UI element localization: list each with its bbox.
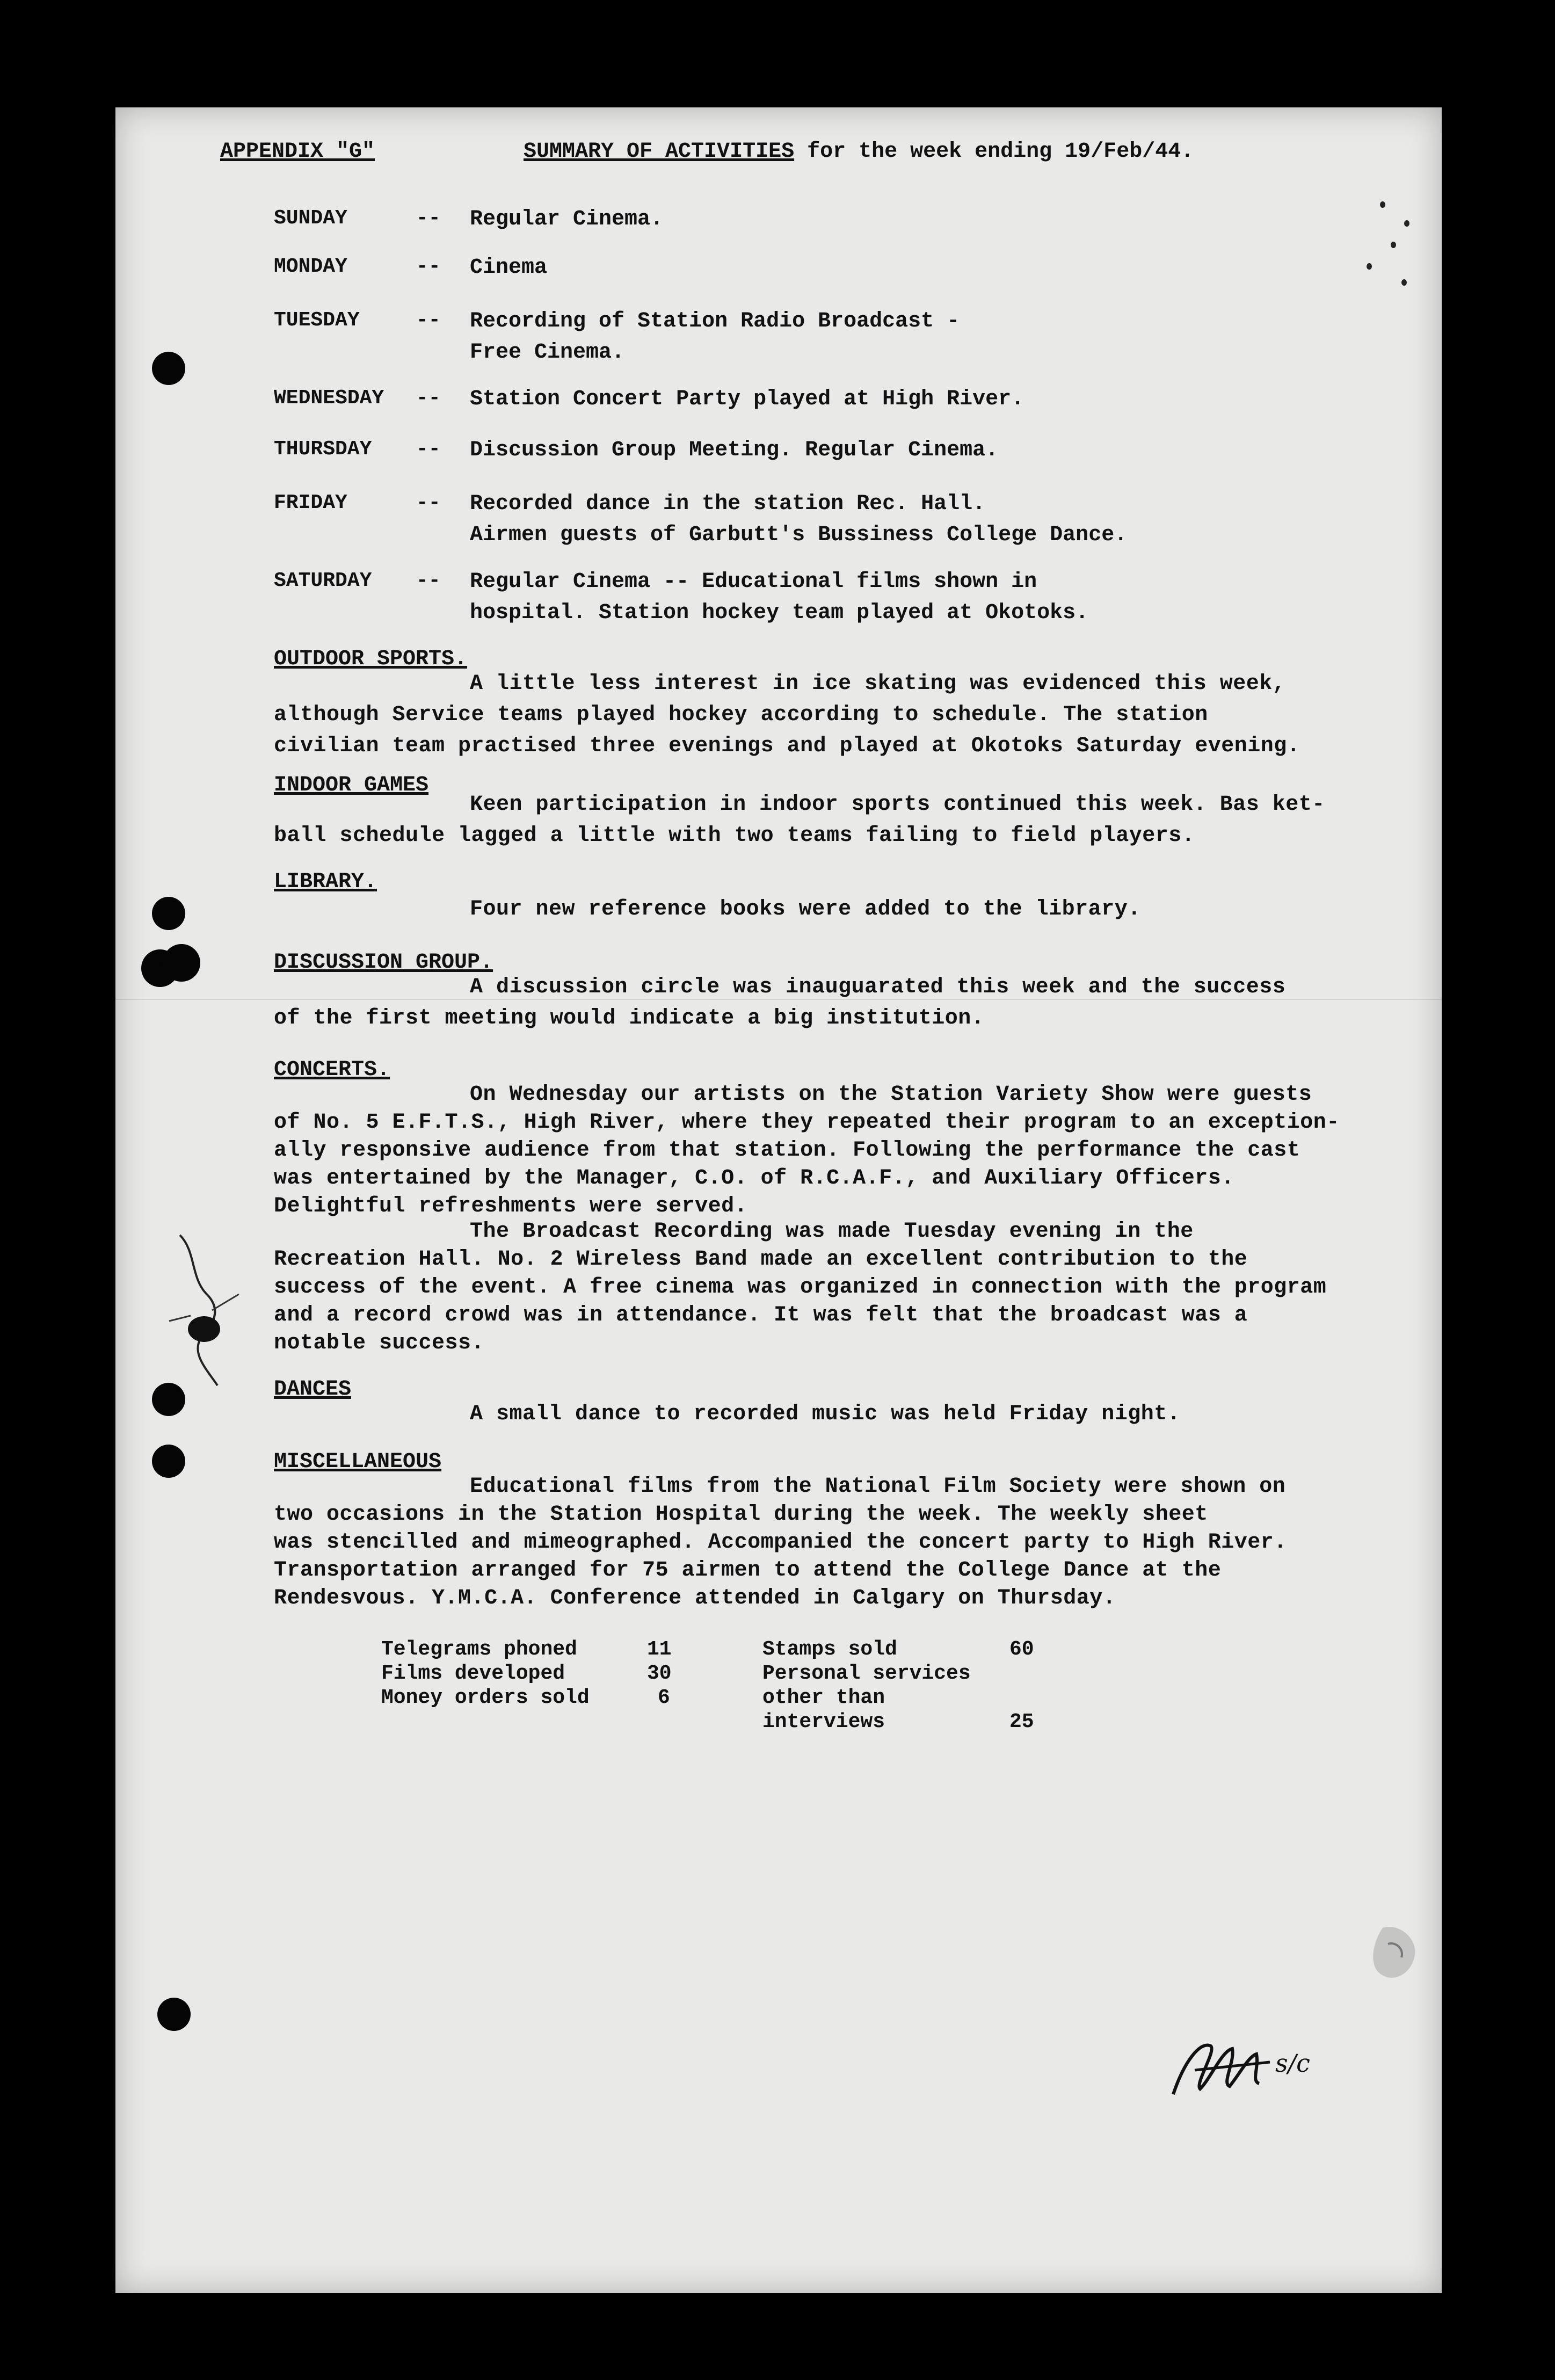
section-heading-indoor: INDOOR GAMES (274, 773, 429, 797)
summary-title (524, 140, 1194, 164)
section-line: Keen participation in indoor sports continued this week. Bas ket- (470, 793, 1325, 817)
day-activity: Station Concert Party played at High River. (470, 387, 1024, 411)
section-line: On Wednesday our artists on the Station Variety Show were guests (470, 1083, 1312, 1107)
section-heading-concerts: CONCERTS. (274, 1058, 390, 1082)
day-activity: Regular Cinema. (470, 207, 664, 231)
section-line: Delightful refreshments were served. (274, 1194, 748, 1218)
section-line: notable success. (274, 1331, 485, 1355)
day-dash: -- (416, 255, 441, 278)
section-line: Four new reference books were added to the library. (470, 897, 1141, 921)
day-activity: Cinema (470, 256, 548, 280)
section-line: The Broadcast Recording was made Tuesday evening in the (470, 1220, 1194, 1244)
section-line: A small dance to recorded music was held Friday night. (470, 1402, 1181, 1426)
stat-label: other than (762, 1686, 885, 1709)
section-line: two occasions in the Station Hospital during the week. The weekly sheet (274, 1503, 1208, 1527)
punch-hole (163, 944, 200, 982)
ink-speck (1401, 279, 1407, 286)
section-line: Transportation arranged for 75 airmen to attend the College Dance at the (274, 1558, 1222, 1583)
stat-value: 11 (647, 1638, 672, 1661)
day-dash: -- (416, 387, 441, 410)
document-page (115, 107, 1442, 2293)
day-activity: Regular Cinema -- Educational films shown in (470, 570, 1037, 594)
punch-hole (152, 1445, 185, 1478)
day-activity: Discussion Group Meeting. Regular Cinema. (470, 438, 999, 462)
signature-suffix: s/c (1275, 2049, 1310, 2078)
stat-label: Telegrams phoned (381, 1638, 577, 1661)
paper-stain (1367, 1922, 1426, 1987)
ink-speck (1380, 201, 1385, 208)
day-activity: Recording of Station Radio Broadcast - (470, 309, 960, 333)
day-label: THURSDAY (274, 438, 372, 461)
day-activity: Free Cinema. (470, 340, 625, 365)
section-line: success of the event. A free cinema was organized in connection with the program (274, 1275, 1327, 1300)
day-dash: -- (416, 438, 441, 461)
ink-speck (1391, 242, 1396, 248)
stat-value: 30 (647, 1662, 672, 1685)
day-label: FRIDAY (274, 491, 347, 514)
stat-value: 60 (1009, 1638, 1034, 1661)
stat-label: Money orders sold (381, 1686, 590, 1709)
day-dash: -- (416, 207, 441, 230)
summary-heading-rest: for the week ending 19/Feb/44. (794, 140, 1194, 164)
section-heading-dances: DANCES (274, 1377, 352, 1402)
day-dash: -- (416, 491, 441, 514)
section-heading-library: LIBRARY. (274, 870, 377, 894)
section-line: was stencilled and mimeographed. Accompanied the concert party to High River. (274, 1530, 1287, 1555)
day-activity: hospital. Station hockey team played at Okotoks. (470, 601, 1089, 625)
ink-speck (1404, 220, 1409, 227)
appendix-label: APPENDIX "G" (220, 140, 375, 164)
day-dash: -- (416, 569, 441, 592)
ink-speck (1367, 263, 1372, 270)
day-dash: -- (416, 309, 441, 332)
section-line: of the first meeting would indicate a big institution. (274, 1006, 985, 1031)
section-line: civilian team practised three evenings and played at Okotoks Saturday evening. (274, 734, 1300, 758)
day-activity: Recorded dance in the station Rec. Hall. (470, 492, 986, 516)
section-heading-misc: MISCELLANEOUS (274, 1450, 442, 1474)
section-heading-outdoor: OUTDOOR SPORTS. (274, 647, 468, 671)
section-line: ball schedule lagged a little with two teams failing to field players. (274, 824, 1195, 848)
section-line: A little less interest in ice skating was evidenced this week, (470, 672, 1286, 696)
stat-label: Films developed (381, 1662, 565, 1685)
section-line: A discussion circle was inauguarated this week and the success (470, 975, 1286, 999)
section-line: Rendesvous. Y.M.C.A. Conference attended in Calgary on Thursday. (274, 1586, 1116, 1610)
section-line: Recreation Hall. No. 2 Wireless Band made an excellent contribution to the (274, 1247, 1248, 1272)
section-line: ally responsive audience from that station. Following the performance the cast (274, 1138, 1300, 1163)
section-line: Educational films from the National Film Society were shown on (470, 1475, 1286, 1499)
stat-label: Stamps sold (762, 1638, 897, 1661)
section-line: was entertained by the Manager, C.O. of R.C.A.F., and Auxiliary Officers. (274, 1166, 1234, 1191)
section-line: although Service teams played hockey according to schedule. The station (274, 703, 1208, 727)
stat-label: interviews (762, 1710, 885, 1733)
stat-label: Personal services (762, 1662, 971, 1685)
section-line: of No. 5 E.F.T.S., High River, where they repeated their program to an exception- (274, 1111, 1340, 1135)
day-label: WEDNESDAY (274, 387, 384, 410)
punch-hole (152, 352, 185, 385)
punch-hole (152, 897, 185, 930)
summary-heading: SUMMARY OF ACTIVITIES (524, 140, 795, 164)
day-activity: Airmen guests of Garbutt's Bussiness College Dance. (470, 523, 1128, 547)
section-line: and a record crowd was in attendance. It was felt that the broadcast was a (274, 1303, 1248, 1327)
ink-blot (148, 1230, 255, 1391)
day-label: SATURDAY (274, 569, 372, 592)
punch-hole (157, 1998, 191, 2031)
day-label: TUESDAY (274, 309, 360, 332)
section-heading-discussion: DISCUSSION GROUP. (274, 950, 493, 975)
day-label: MONDAY (274, 255, 347, 278)
day-label: SUNDAY (274, 207, 347, 230)
stat-value: 25 (1009, 1710, 1034, 1733)
stat-value: 6 (658, 1686, 670, 1709)
